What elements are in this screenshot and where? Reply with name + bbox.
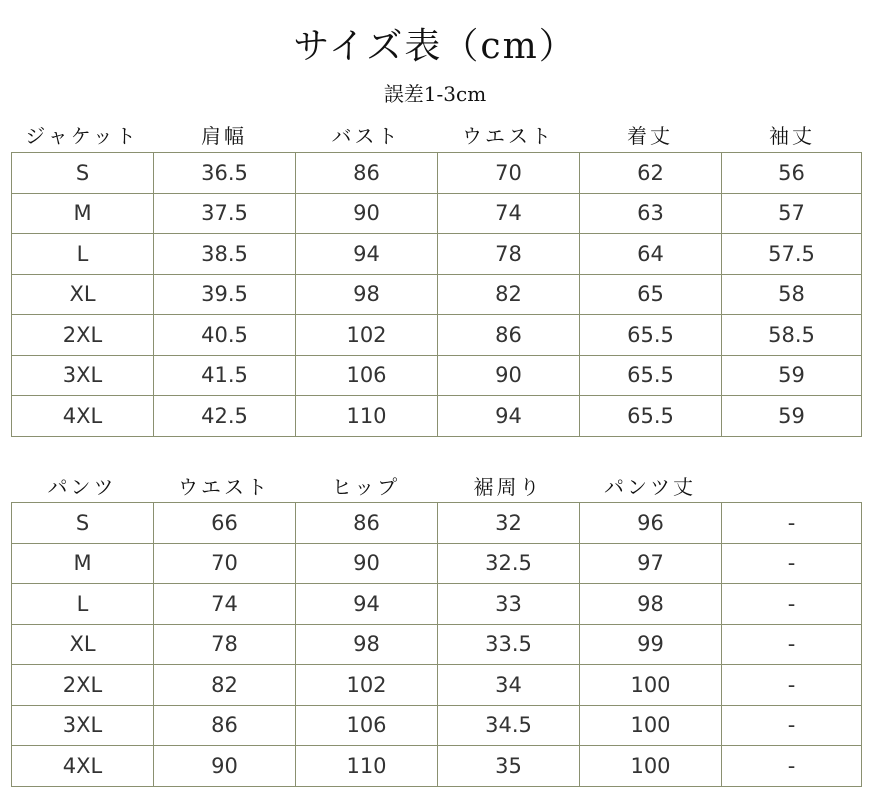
size-label-cell: XL — [12, 624, 154, 665]
jacket-header-length: 着丈 — [627, 124, 673, 148]
measurement-cell: 65.5 — [580, 355, 722, 396]
measurement-cell: 35 — [438, 746, 580, 787]
measurement-cell: 33.5 — [438, 624, 580, 665]
measurement-cell: 74 — [154, 584, 296, 625]
measurement-cell: 58.5 — [722, 315, 862, 356]
measurement-cell: 100 — [580, 705, 722, 746]
measurement-cell: 40.5 — [154, 315, 296, 356]
measurement-cell: 82 — [154, 665, 296, 706]
table-row — [12, 396, 862, 437]
measurement-cell: 39.5 — [154, 274, 296, 315]
pants-header-hip: ヒップ — [331, 475, 401, 499]
jacket-header-shoulder: 肩幅 — [201, 124, 247, 148]
measurement-cell: 38.5 — [154, 234, 296, 275]
measurement-cell: 90 — [154, 746, 296, 787]
size-label-cell: S — [12, 153, 154, 194]
measurement-cell: 97 — [580, 543, 722, 584]
size-label-cell: 2XL — [12, 315, 154, 356]
measurement-cell: 70 — [154, 543, 296, 584]
measurement-cell: 110 — [296, 396, 438, 437]
measurement-cell: 41.5 — [154, 355, 296, 396]
measurement-cell: 66 — [154, 503, 296, 544]
measurement-cell: 90 — [438, 355, 580, 396]
measurement-cell: 78 — [438, 234, 580, 275]
measurement-cell: 34 — [438, 665, 580, 706]
measurement-cell: 94 — [296, 584, 438, 625]
page-title: サイズ表（cm） — [293, 26, 577, 67]
size-label-cell: 4XL — [12, 746, 154, 787]
pants-size-table — [11, 502, 862, 787]
measurement-cell: 99 — [580, 624, 722, 665]
measurement-cell: 34.5 — [438, 705, 580, 746]
jacket-header-waist: ウエスト — [462, 124, 554, 148]
measurement-cell: 100 — [580, 665, 722, 706]
table-row — [12, 624, 862, 665]
measurement-cell: 86 — [438, 315, 580, 356]
table-row — [12, 193, 862, 234]
size-label-cell: L — [12, 584, 154, 625]
table-row — [12, 584, 862, 625]
measurement-cell: 59 — [722, 396, 862, 437]
measurement-cell: 59 — [722, 355, 862, 396]
size-label-cell: 3XL — [12, 355, 154, 396]
table-row — [12, 234, 862, 275]
size-label-cell: 4XL — [12, 396, 154, 437]
measurement-cell: 58 — [722, 274, 862, 315]
tolerance-note: 誤差1-3cm — [383, 82, 487, 106]
measurement-cell: 98 — [296, 274, 438, 315]
measurement-cell: - — [722, 503, 862, 544]
table-row — [12, 665, 862, 706]
measurement-cell: 94 — [296, 234, 438, 275]
measurement-cell: 106 — [296, 705, 438, 746]
size-label-cell: XL — [12, 274, 154, 315]
size-label-cell: L — [12, 234, 154, 275]
measurement-cell: 57 — [722, 193, 862, 234]
table-row — [12, 705, 862, 746]
measurement-cell: 63 — [580, 193, 722, 234]
measurement-cell: 106 — [296, 355, 438, 396]
measurement-cell: 94 — [438, 396, 580, 437]
table-row — [12, 274, 862, 315]
measurement-cell: - — [722, 624, 862, 665]
measurement-cell: 102 — [296, 665, 438, 706]
measurement-cell: 100 — [580, 746, 722, 787]
measurement-cell: 90 — [296, 193, 438, 234]
table-row — [12, 543, 862, 584]
measurement-cell: 65 — [580, 274, 722, 315]
pants-header-length: パンツ丈 — [604, 475, 696, 499]
jacket-header-bust: バスト — [331, 124, 401, 148]
measurement-cell: - — [722, 665, 862, 706]
measurement-cell: 65.5 — [580, 315, 722, 356]
size-label-cell: 3XL — [12, 705, 154, 746]
size-label-cell: 2XL — [12, 665, 154, 706]
size-label-cell: S — [12, 503, 154, 544]
table-row — [12, 355, 862, 396]
pants-header-hem: 裾周り — [473, 475, 543, 499]
measurement-cell: 82 — [438, 274, 580, 315]
jacket-header-row — [0, 120, 870, 150]
measurement-cell: 74 — [438, 193, 580, 234]
pants-header-waist: ウエスト — [178, 475, 270, 499]
measurement-cell: 86 — [154, 705, 296, 746]
measurement-cell: 96 — [580, 503, 722, 544]
jacket-size-table — [11, 152, 862, 437]
measurement-cell: - — [722, 746, 862, 787]
measurement-cell: 36.5 — [154, 153, 296, 194]
measurement-cell: 62 — [580, 153, 722, 194]
table-row — [12, 315, 862, 356]
measurement-cell: 65.5 — [580, 396, 722, 437]
measurement-cell: 86 — [296, 153, 438, 194]
jacket-header-size: ジャケット — [25, 124, 139, 148]
measurement-cell: 33 — [438, 584, 580, 625]
measurement-cell: 110 — [296, 746, 438, 787]
pants-header-size: パンツ — [47, 475, 117, 499]
measurement-cell: - — [722, 584, 862, 625]
measurement-cell: 78 — [154, 624, 296, 665]
measurement-cell: - — [722, 543, 862, 584]
measurement-cell: 98 — [580, 584, 722, 625]
measurement-cell: 42.5 — [154, 396, 296, 437]
size-label-cell: M — [12, 543, 154, 584]
measurement-cell: 64 — [580, 234, 722, 275]
measurement-cell: 32.5 — [438, 543, 580, 584]
measurement-cell: 90 — [296, 543, 438, 584]
measurement-cell: 56 — [722, 153, 862, 194]
measurement-cell: - — [722, 705, 862, 746]
measurement-cell: 98 — [296, 624, 438, 665]
table-row — [12, 153, 862, 194]
table-row — [12, 746, 862, 787]
jacket-header-sleeve: 袖丈 — [769, 124, 815, 148]
table-row — [12, 503, 862, 544]
measurement-cell: 86 — [296, 503, 438, 544]
size-label-cell: M — [12, 193, 154, 234]
measurement-cell: 70 — [438, 153, 580, 194]
measurement-cell: 102 — [296, 315, 438, 356]
measurement-cell: 32 — [438, 503, 580, 544]
measurement-cell: 37.5 — [154, 193, 296, 234]
measurement-cell: 57.5 — [722, 234, 862, 275]
pants-header-row — [0, 471, 870, 501]
